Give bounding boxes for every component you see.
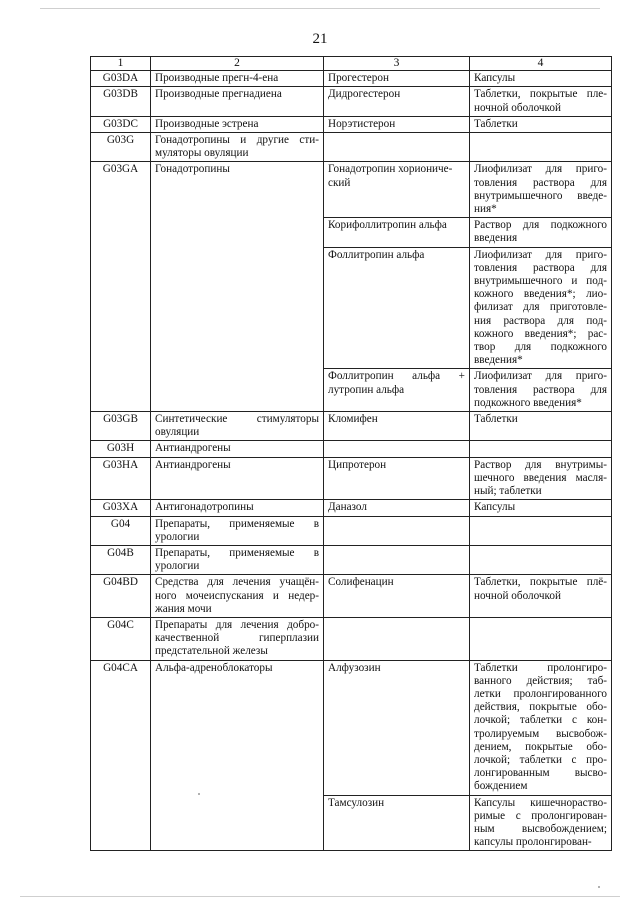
atc-code: G03DB [91, 87, 151, 116]
table-row [91, 441, 612, 457]
anatomical-therapeutic-group: Производные прегнадиена [151, 87, 324, 116]
medicinal-substance: Алфузозин [324, 660, 470, 795]
medicinal-substance: Ципротерон [324, 457, 470, 500]
medication-table [90, 56, 612, 851]
medicinal-substance: Норэтистерон [324, 116, 470, 132]
scan-artifact-bottom [20, 896, 620, 897]
medicinal-substance: Тамсулозин [324, 795, 470, 851]
table-row [91, 87, 612, 116]
column-header: 3 [324, 57, 470, 71]
atc-code: G04B [91, 545, 151, 574]
atc-code: G03DA [91, 71, 151, 87]
dosage-form [470, 133, 612, 162]
atc-code: G03XA [91, 500, 151, 516]
dosage-form [470, 617, 612, 660]
table-row [91, 500, 612, 516]
scan-speck [598, 886, 600, 888]
table-row [91, 617, 612, 660]
table-row [91, 575, 612, 618]
atc-code: G03DC [91, 116, 151, 132]
table-row [91, 457, 612, 500]
medicinal-substance: Солифенацин [324, 575, 470, 618]
medicinal-substance: Корифоллитропин альфа [324, 218, 470, 247]
scan-artifact-top [40, 8, 600, 9]
atc-code: G04CA [91, 660, 151, 851]
atc-code: G03GA [91, 162, 151, 412]
medicinal-substance [324, 617, 470, 660]
atc-code: G04C [91, 617, 151, 660]
column-header: 2 [151, 57, 324, 71]
atc-code: G03G [91, 133, 151, 162]
dosage-form [470, 441, 612, 457]
table-header-row [91, 57, 612, 71]
anatomical-therapeutic-group: Препараты для лечения добро-качественной гиперплазии предстательной железы [151, 617, 324, 660]
anatomical-therapeutic-group: Средства для лечения учащён-ного мочеиспускания и недер-жания мочи [151, 575, 324, 618]
dosage-form [470, 545, 612, 574]
anatomical-therapeutic-group: Гонадотропины [151, 162, 324, 412]
atc-code: G04BD [91, 575, 151, 618]
dosage-form: Таблетки [470, 116, 612, 132]
dosage-form: Капсулы [470, 500, 612, 516]
dosage-form: Лиофилизат для приго-товления раствора для внутримышечного и под-кожного введения*; лио-филизат для приготовле-ния раствора для под-кожного введения*; рас-твор для подкожного введения* [470, 247, 612, 369]
dosage-form: Капсулы кишечнораство-римые с пролонгирован-ным высвобождением; капсулы пролонгирован- [470, 795, 612, 851]
column-header: 4 [470, 57, 612, 71]
dosage-form: Капсулы [470, 71, 612, 87]
atc-code: G04 [91, 516, 151, 545]
table-row [91, 545, 612, 574]
dosage-form: Таблетки, покрытые пле-ночной оболочкой [470, 87, 612, 116]
anatomical-therapeutic-group: Альфа-адреноблокаторы [151, 660, 324, 851]
table-row [91, 162, 612, 218]
medicinal-substance [324, 516, 470, 545]
dosage-form: Раствор для подкожного введения [470, 218, 612, 247]
dosage-form [470, 516, 612, 545]
table-row [91, 412, 612, 441]
anatomical-therapeutic-group: Антиандрогены [151, 457, 324, 500]
medicinal-substance: Кломифен [324, 412, 470, 441]
table-row [91, 71, 612, 87]
table-row [91, 133, 612, 162]
anatomical-therapeutic-group: Гонадотропины и другие сти-муляторы овуляции [151, 133, 324, 162]
medicinal-substance [324, 545, 470, 574]
column-header: 1 [91, 57, 151, 71]
anatomical-therapeutic-group: Синтетические стимуляторы овуляции [151, 412, 324, 441]
dosage-form: Лиофилизат для приго-товления раствора для подкожного введения* [470, 369, 612, 412]
dosage-form: Лиофилизат для приго-товления раствора для внутримышечного введе-ния* [470, 162, 612, 218]
medicinal-substance: Фоллитропин альфа + лутропин альфа [324, 369, 470, 412]
medicinal-substance: Даназол [324, 500, 470, 516]
dosage-form: Таблетки, покрытые плё-ночной оболочкой [470, 575, 612, 618]
medicinal-substance: Фоллитропин альфа [324, 247, 470, 369]
dosage-form: Таблетки пролонгиро-ванного действия; таб-летки пролонгированного действия, покрытые обо-лочкой; таблетки с кон-тролируемым высвобож-дением, покрытые обо-лочкой; таблетки с про-лонгированным высво-бождением [470, 660, 612, 795]
atc-code: G03H [91, 441, 151, 457]
anatomical-therapeutic-group: Антиандрогены [151, 441, 324, 457]
dosage-form: Таблетки [470, 412, 612, 441]
table-row [91, 660, 612, 795]
atc-code: G03HA [91, 457, 151, 500]
table-row [91, 516, 612, 545]
anatomical-therapeutic-group: Антигонадотропины [151, 500, 324, 516]
medicinal-substance: Прогестерон [324, 71, 470, 87]
anatomical-therapeutic-group: Препараты, применяемые в урологии [151, 545, 324, 574]
table-row [91, 116, 612, 132]
dosage-form: Раствор для внутримы-шечного введения масля-ный; таблетки [470, 457, 612, 500]
atc-code: G03GB [91, 412, 151, 441]
anatomical-therapeutic-group: Препараты, применяемые в урологии [151, 516, 324, 545]
anatomical-therapeutic-group: Производные эстрена [151, 116, 324, 132]
page-number: 21 [312, 31, 328, 47]
medicinal-substance: Дидрогестерон [324, 87, 470, 116]
medicinal-substance [324, 441, 470, 457]
anatomical-therapeutic-group: Производные прегн-4-ена [151, 71, 324, 87]
medicinal-substance [324, 133, 470, 162]
medicinal-substance: Гонадотропин хориониче-ский [324, 162, 470, 218]
